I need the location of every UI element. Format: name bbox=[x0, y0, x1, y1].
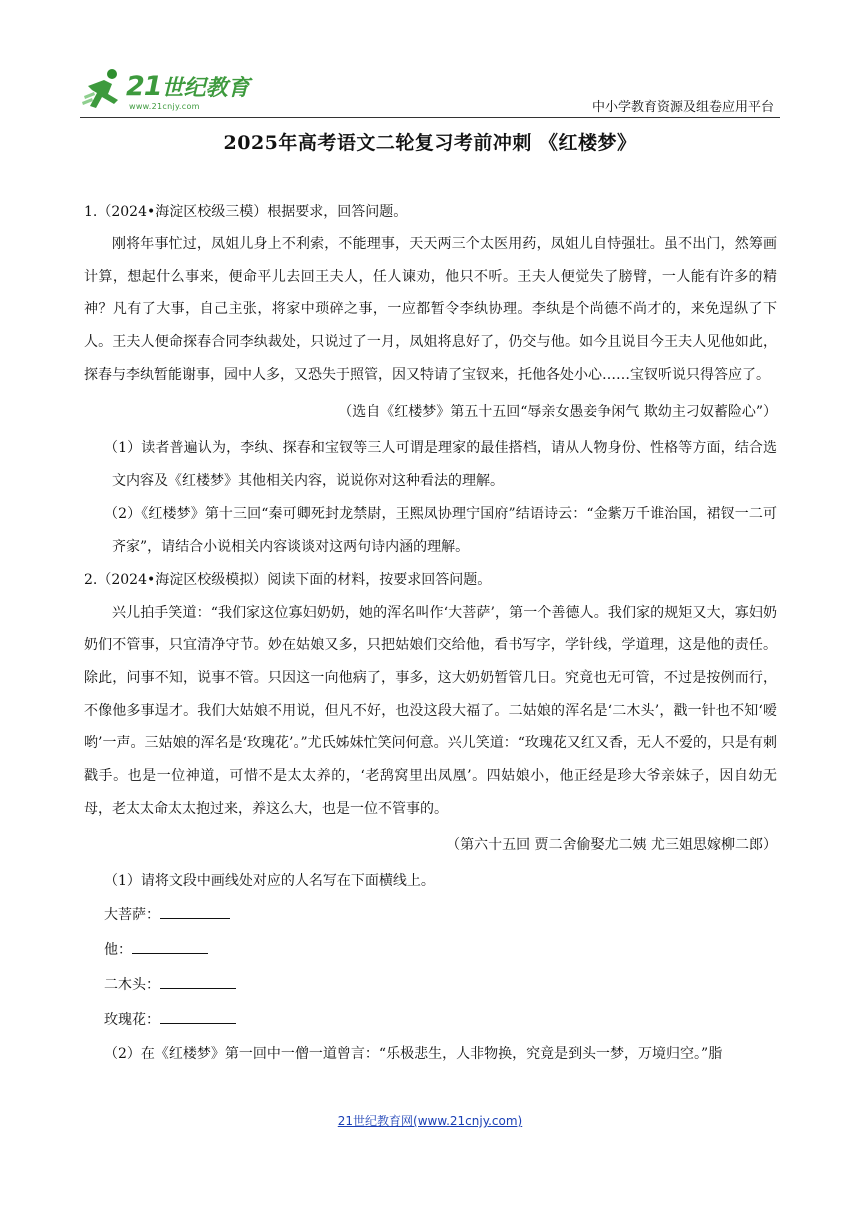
brand-logo[interactable] bbox=[82, 66, 272, 116]
platform-label: 中小学教育资源及组卷应用平台 bbox=[591, 100, 774, 115]
question-1-source: （选自《红楼梦》第五十五回“辱亲女愚妾争闲气 欺幼主刁奴蓄险心”） bbox=[338, 403, 777, 420]
answer-blank[interactable] bbox=[160, 1008, 236, 1024]
question-2-heading: 2.（2024•海淀区校级模拟）阅读下面的材料，按要求回答问题。 bbox=[84, 571, 492, 588]
question-2-passage: 兴儿拍手笑道：“我们家这位寡妇奶奶，她的浑名叫作‘大菩萨’，第一个善德人。我们家的规矩又大，寡妇奶奶们不管事，只宜清净守节。妙在姑娘又多，只把姑娘们交给他，看书写字，学针线，学道理，这是他的责任。除此，问事不知，说事不管。只因这一向他病了，事多，这大奶奶暂管几日。究竟也无可管，不过是按例而行，不像他多事逞才。我们大姑娘不用说，但凡不好，也没这段大福了。二姑娘的浑名是‘二木头’，戳一针也不知‘嗳哟’一声。三姑娘的浑名是‘玫瑰花’。”尤氏姊妹忙笑问何意。兴儿笑道：“玫瑰花又红又香，无人不爱的，只是有刺戳手。也是一位神道，可惜不是太太养的，‘老鸹窝里出凤凰’。四姑娘小，他正经是珍大爷亲妹子，因自幼无母，老太太命太太抱过来，养这么大，也是一位不管事的。 bbox=[84, 604, 777, 817]
answer-line-ta: 他： bbox=[104, 933, 777, 968]
answer-blank[interactable] bbox=[160, 903, 230, 919]
answer-blank[interactable] bbox=[132, 938, 208, 954]
question-1-heading: 1.（2024•海淀区校级三模）根据要求，回答问题。 bbox=[84, 204, 408, 220]
question-content bbox=[84, 202, 777, 1071]
logo-site-url: www.21cnjy.com bbox=[129, 102, 200, 111]
question-2-source: （第六十五回 贾二舍偷娶尤二姨 尤三姐思嫁柳二郎） bbox=[446, 837, 777, 854]
answer-blank[interactable] bbox=[160, 973, 236, 989]
footer-link[interactable]: 21世纪教育网(www.21cnjy.com) bbox=[337, 1114, 523, 1128]
answer-line-er-mutou: 二木头： bbox=[104, 968, 777, 1003]
answer-line-meiguihua: 玫瑰花： bbox=[104, 1003, 777, 1038]
question-1-passage: 刚将年事忙过，凤姐儿身上不利索，不能理事，天天两三个太医用药，凤姐儿自恃强壮。虽不出门，然筹画计算，想起什么事来，便命平儿去回王夫人，任人谏劝，他只不听。王夫人便觉失了膀臂，一人能有许多的精神？凡有了大事，自己主张，将家中琐碎之事，一应都暂令李纨协理。李纨是个尚德不尚才的，来免逞纵了下人。王夫人便命探春合同李纨裁处，只说过了一月，凤姐将息好了，仍交与他。如今且说目今王夫人见他如此，探春与李纨暂能谢事，园中人多，又恐失于照管，因又特请了宝钗来，托他各处小心……宝钗听说只得答应了。 bbox=[84, 236, 777, 383]
header-divider bbox=[80, 117, 780, 118]
question-2-sub-2: （2）在《红楼梦》第一回中一僧一道曾言：“乐极悲生，人非物换，究竟是到头一梦，万境归空。”脂 bbox=[104, 1046, 723, 1063]
running-figure-icon bbox=[82, 66, 124, 112]
page-title: 2025年高考语文二轮复习考前冲刺 《红楼梦》 bbox=[223, 132, 637, 154]
logo-brand-text: 21世纪教育 bbox=[126, 71, 250, 102]
answer-line-da-pusa: 大菩萨： bbox=[104, 898, 777, 933]
page-header bbox=[80, 60, 780, 118]
question-1-sub-2: （2）《红楼梦》第十三回“秦可卿死封龙禁尉，王熙凤协理宁国府”结语诗云：“金紫万千谁治国，裙钗一二可齐家”，请结合小说相关内容谈谈对这两句诗内涵的理解。 bbox=[104, 505, 777, 555]
question-2-sub-1: （1）请将文段中画线处对应的人名写在下面横线上。 bbox=[104, 873, 435, 890]
question-1-sub-1: （1）读者普遍认为，李纨、探春和宝钗等三人可谓是理家的最佳搭档，请从人物身份、性格等方面，结合选文内容及《红楼梦》其他相关内容，说说你对这种看法的理解。 bbox=[104, 439, 777, 489]
